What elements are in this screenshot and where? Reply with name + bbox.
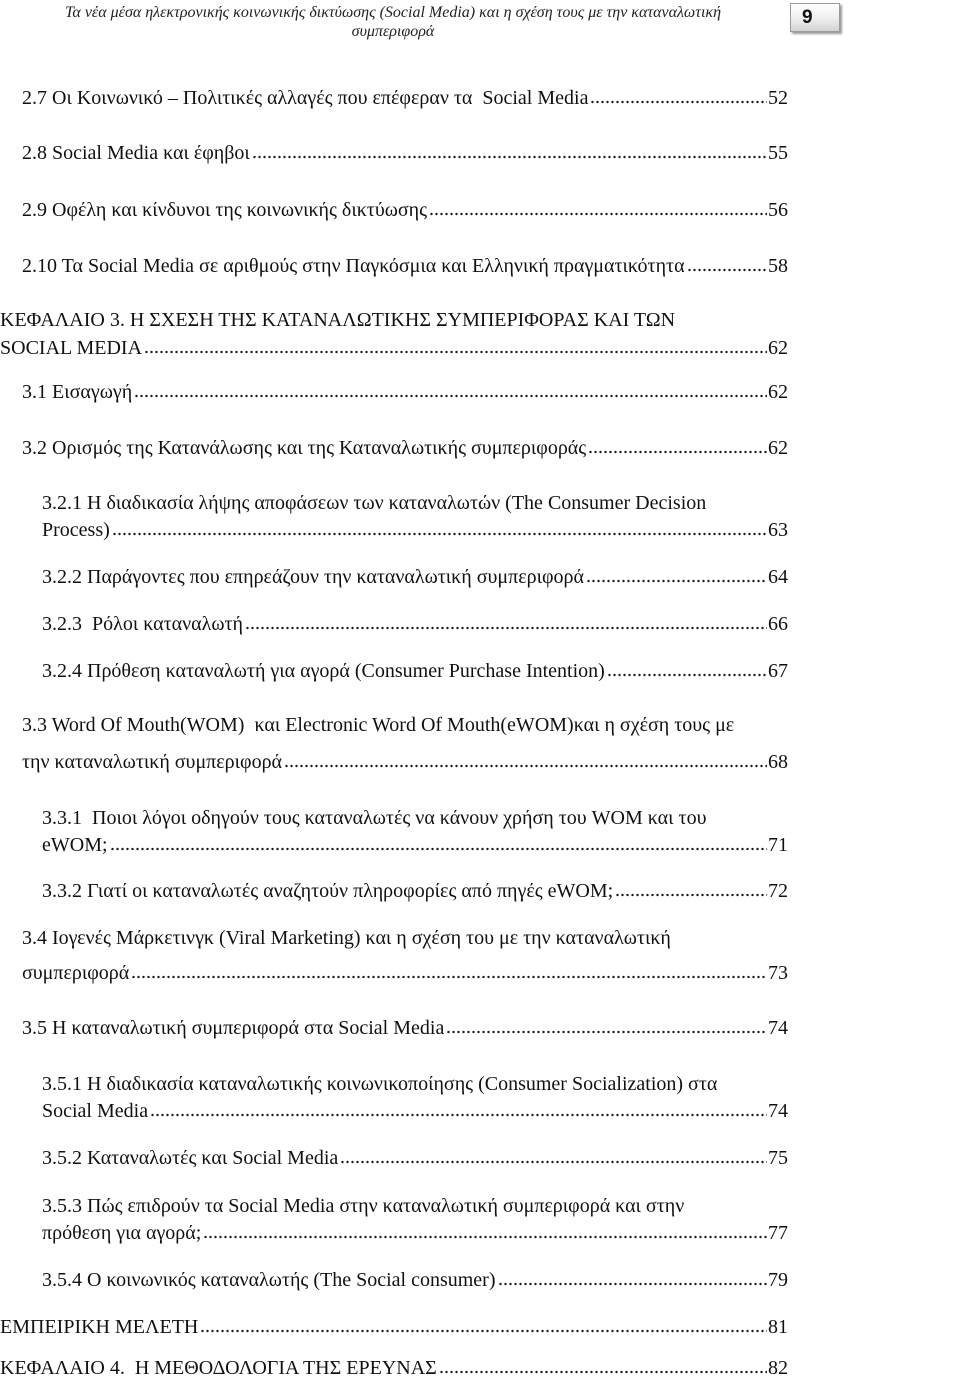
running-header-title-line2: συμπεριφορά xyxy=(351,23,435,40)
toc-entry[interactable] xyxy=(42,1194,788,1245)
toc-entry[interactable] xyxy=(22,713,788,774)
dot-leader xyxy=(131,975,767,979)
toc-entry-continuation xyxy=(0,336,788,360)
toc-entry-continuation xyxy=(22,961,788,985)
toc-entry[interactable] xyxy=(42,659,788,683)
toc-entry[interactable] xyxy=(42,879,788,903)
toc-entry-page-number: 81 xyxy=(768,1316,788,1338)
dot-leader xyxy=(586,579,767,583)
dot-leader xyxy=(200,1329,767,1333)
dot-leader xyxy=(252,155,767,159)
running-header xyxy=(0,3,786,41)
toc-entry[interactable] xyxy=(22,198,788,222)
toc-entry-title: 3.2.3 Ρόλοι καταναλωτή xyxy=(42,613,243,635)
dot-leader xyxy=(112,532,767,536)
toc-entry-continuation xyxy=(42,518,788,542)
toc-entry[interactable] xyxy=(0,308,788,360)
dot-leader xyxy=(590,100,767,104)
dot-leader xyxy=(446,1030,767,1034)
toc-entry[interactable] xyxy=(22,86,788,110)
toc-entry-page-number: 75 xyxy=(768,1147,788,1169)
toc-entry[interactable] xyxy=(0,1315,788,1339)
toc-entry-continuation xyxy=(42,1221,788,1245)
dot-leader xyxy=(284,764,767,768)
toc-entry-title: 3.4 Ιογενές Μάρκετινγκ (Viral Marketing) και η σχέση του με την καταναλωτική xyxy=(22,927,671,949)
toc-entry-page-number: 71 xyxy=(768,834,788,856)
toc-entry[interactable] xyxy=(22,141,788,165)
dot-leader xyxy=(429,212,767,216)
toc-entry-page-number: 68 xyxy=(768,751,788,773)
toc-entry-title: 3.5.4 Ο κοινωνικός καταναλωτής (The Social consumer) xyxy=(42,1269,496,1291)
dot-leader xyxy=(615,893,767,897)
toc-entry-title: 3.5.3 Πώς επιδρούν τα Social Media στην καταναλωτική συμπεριφορά και στην xyxy=(42,1195,685,1217)
toc-entry-title: 3.3.1 Ποιοι λόγοι οδηγούν τους καταναλωτές να κάνουν χρήση του WOM και του xyxy=(42,807,707,829)
page-number-badge: 9 xyxy=(790,3,840,32)
toc-entry[interactable] xyxy=(22,436,788,460)
toc-entry-page-number: 82 xyxy=(768,1357,788,1379)
toc-entry[interactable] xyxy=(22,380,788,404)
toc-entry-title: 3.5.2 Καταναλωτές και Social Media xyxy=(42,1147,339,1169)
toc-entry-title: ΕΜΠΕΙΡΙΚΗ ΜΕΛΕΤΗ xyxy=(0,1316,199,1338)
toc-entry-title: ΚΕΦΑΛΑΙΟ 3. Η ΣΧΕΣΗ ΤΗΣ ΚΑΤΑΝΑΛΩΤΙΚΗΣ ΣΥΜΠΕΡΙΦΟΡΑΣ ΚΑΙ ΤΩΝ xyxy=(0,309,676,331)
toc-entry-title: 3.3 Word Of Mouth(WOM) και Electronic Word Of Mouth(eWOM)και η σχέση τους με xyxy=(22,714,735,736)
dot-leader xyxy=(588,450,767,454)
toc-entry-page-number: 62 xyxy=(768,437,788,459)
toc-entry-continuation xyxy=(42,1099,788,1123)
toc-entry[interactable] xyxy=(42,806,788,857)
dot-leader xyxy=(498,1282,767,1286)
toc-entry[interactable] xyxy=(22,926,788,985)
toc-entry-continuation xyxy=(22,750,788,774)
toc-entry-title: ΚΕΦΑΛΑΙΟ 4. Η ΜΕΘΟΔΟΛΟΓΙΑ ΤΗΣ ΕΡΕΥΝΑΣ xyxy=(0,1357,437,1379)
toc-entry-title: 2.8 Social Media και έφηβοι xyxy=(22,142,250,164)
toc-entry-title: 2.10 Τα Social Media σε αριθμούς στην Παγκόσμια και Ελληνική πραγματικότητα xyxy=(22,255,685,277)
dot-leader xyxy=(110,847,767,851)
toc-entry[interactable] xyxy=(42,1146,788,1170)
toc-entry-page-number: 62 xyxy=(768,381,788,403)
dot-leader xyxy=(144,350,767,354)
toc-entry-page-number: 67 xyxy=(768,660,788,682)
toc-entry[interactable] xyxy=(0,1356,788,1380)
toc-entry-title: 3.2.4 Πρόθεση καταναλωτή για αγορά (Consumer Purchase Intention) xyxy=(42,660,605,682)
toc-entry[interactable] xyxy=(22,1016,788,1040)
toc-entry-page-number: 73 xyxy=(768,962,788,984)
toc-entry[interactable] xyxy=(42,491,788,542)
toc-entry-title: 2.9 Οφέλη και κίνδυνοι της κοινωνικής δικτύωσης xyxy=(22,199,428,221)
toc-entry-title-continued: Process) xyxy=(42,519,110,541)
toc-entry-page-number: 79 xyxy=(768,1269,788,1291)
toc-entry-page-number: 58 xyxy=(768,255,788,277)
dot-leader xyxy=(340,1160,767,1164)
toc-entry-page-number: 77 xyxy=(768,1222,788,1244)
dot-leader xyxy=(607,673,767,677)
dot-leader xyxy=(687,268,767,272)
toc-entry-page-number: 62 xyxy=(768,337,788,359)
dot-leader xyxy=(439,1370,767,1374)
toc-entry-title: 3.5.1 Η διαδικασία καταναλωτικής κοινωνικοποίησης (Consumer Socialization) στα xyxy=(42,1073,718,1095)
dot-leader xyxy=(150,1113,767,1117)
toc-entry-title: 3.5 Η καταναλωτική συμπεριφορά στα Social Media xyxy=(22,1017,445,1039)
toc-entry-title-continued: Social Media xyxy=(42,1100,149,1122)
toc-entry-title-continued: SOCIAL MEDIA xyxy=(0,337,143,359)
toc-entry-page-number: 55 xyxy=(768,142,788,164)
toc-entry-page-number: 66 xyxy=(768,613,788,635)
toc-entry-title-continued: συμπεριφορά xyxy=(22,962,130,984)
toc-entry[interactable] xyxy=(42,1072,788,1123)
toc-entry-page-number: 52 xyxy=(768,87,788,109)
toc-entry-title-continued: την καταναλωτική συμπεριφορά xyxy=(22,751,283,773)
toc-entry[interactable] xyxy=(42,612,788,636)
toc-entry-page-number: 56 xyxy=(768,199,788,221)
toc-entry[interactable] xyxy=(42,1268,788,1292)
dot-leader xyxy=(203,1235,767,1239)
toc-entry-title: 3.2.1 Η διαδικασία λήψης αποφάσεων των καταναλωτών (The Consumer Decision xyxy=(42,492,707,514)
toc-entry-title: 2.7 Οι Κοινωνικό – Πολιτικές αλλαγές που επέφεραν τα Social Media xyxy=(22,87,589,109)
toc-entry-page-number: 74 xyxy=(768,1100,788,1122)
toc-entry-title: 3.3.2 Γιατί οι καταναλωτές αναζητούν πληροφορίες από πηγές eWOM; xyxy=(42,880,614,902)
dot-leader xyxy=(134,394,767,398)
toc-entry-continuation xyxy=(42,833,788,857)
toc-entry-page-number: 64 xyxy=(768,566,788,588)
toc-entry-title-continued: eWOM; xyxy=(42,834,108,856)
toc-entry[interactable] xyxy=(42,565,788,589)
dot-leader xyxy=(245,626,767,630)
toc-entry-title: 3.2.2 Παράγοντες που επηρεάζουν την καταναλωτική συμπεριφορά xyxy=(42,566,584,588)
toc-entry-page-number: 72 xyxy=(768,880,788,902)
toc-entry-title: 3.2 Ορισμός της Κατανάλωσης και της Καταναλωτικής συμπεριφοράς xyxy=(22,437,587,459)
toc-entry-title-continued: πρόθεση για αγορά; xyxy=(42,1222,202,1244)
toc-entry-title: 3.1 Εισαγωγή xyxy=(22,381,133,403)
toc-entry-page-number: 63 xyxy=(768,519,788,541)
running-header-title-line1: Τα νέα μέσα ηλεκτρονικής κοινωνικής δικτύωσης (Social Media) και η σχέση τους με την καταναλωτική xyxy=(64,4,722,21)
toc-entry-page-number: 74 xyxy=(768,1017,788,1039)
toc-entry[interactable] xyxy=(22,254,788,278)
